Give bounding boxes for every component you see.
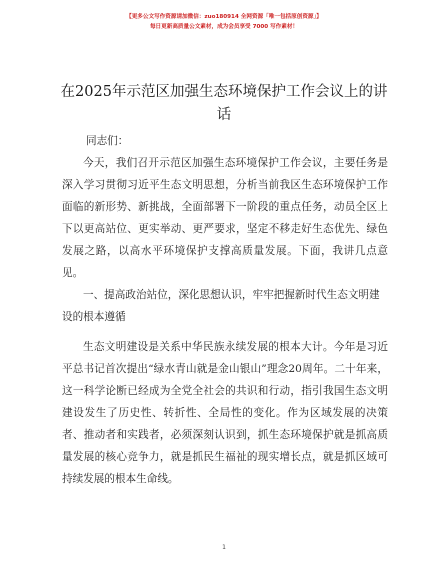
document-body: [62, 130, 388, 490]
paragraph-section-1: 生态文明建设是关系中华民族永续发展的根本大计。今年是习近平总书记首次提出“绿水青山就是金山银山”理念20周年。二十年来，这一科学论断已经成为全党全社会的共识和行动，指引我国生态文明建设发生了历史性、转折性、全局性的变化。作为区域发展的决策者、推动者和实践者，必须深刻认识到，抓生态环境保护就是抓高质量发展的核心竞争力，就是抓民生福祉的现实增长点，就是抓区域可持续发展的根本生命线。: [62, 341, 388, 485]
paragraph-intro: 今天，我们召开示范区加强生态环境保护工作会议，主要任务是深入学习贯彻习近平生态文明思想，分析当前我区生态环境保护工作面临的新形势、新挑战，全面部署下一阶段的重点任务，动员全区上下以更高站位、更实举动、更严要求，坚定不移走好生态优先、绿色发展之路，以高水平环境保护支撑高质量发展。下面，我讲几点意见。: [62, 157, 388, 279]
section-heading-1: 一、提高政治站位，深化思想认识，牢牢把握新时代生态文明建设的根本遵循: [62, 289, 380, 323]
promo-banner-line-2: 每日更新高质量公文素材，成为会员享受 7000 写作素材！: [149, 24, 299, 30]
salutation: 同志们：: [86, 135, 129, 147]
page-number: 1: [222, 544, 226, 551]
document-title: 在2025年示范区加强生态环境保护工作会议上的讲话: [60, 84, 388, 123]
promo-banner-line-1: 【更多公文写作资源请加微信：zuo180914 全网资源「唯一包括原创资源」】: [126, 14, 322, 20]
